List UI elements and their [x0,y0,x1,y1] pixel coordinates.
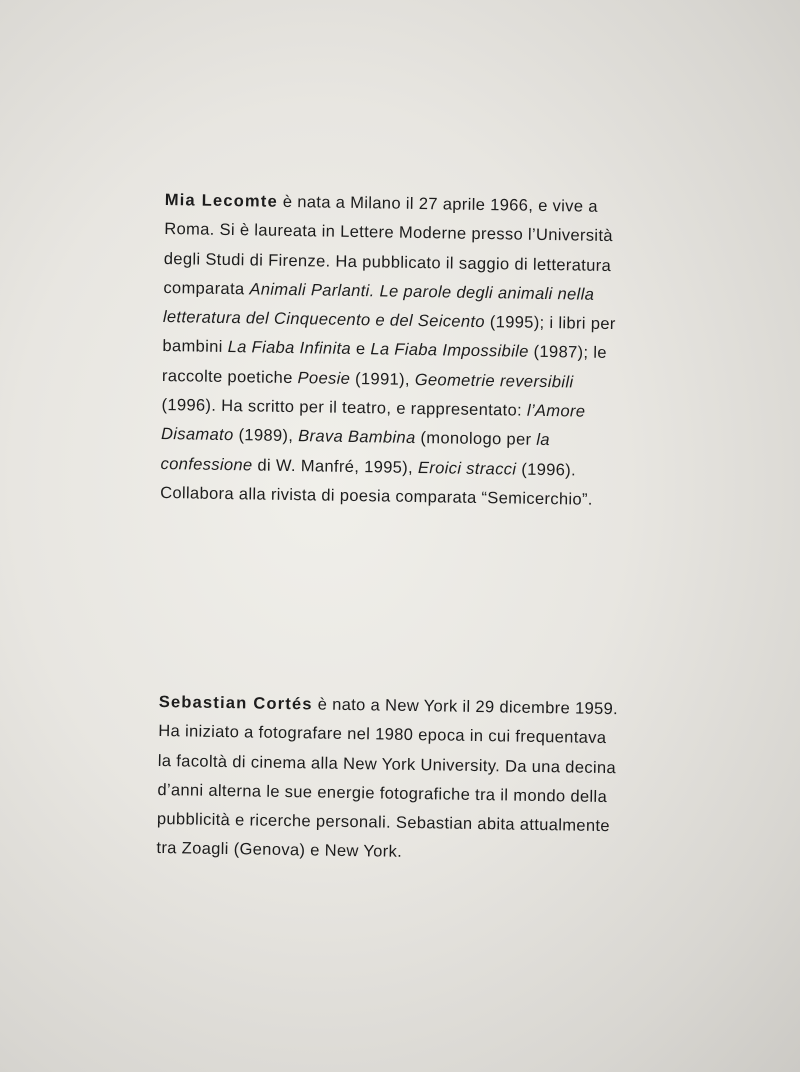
bio-text: è nata a Milano il 27 aprile 1966, e vive a Roma. Si è laureata in Lettere Moderne presso l’Università degli Studi di Firenze. Ha pubblicato il saggio di letteratura comparata [163,192,613,299]
bio-text: è nato a New York il 29 dicembre 1959. Ha iniziato a fotografare nel 1980 epoca in cui frequentava la facoltà di cinema alla New York University. Da una decina d’anni alterna le sue energie fotografiche tra il mondo della pubblicità e ricerche personali. Sebastian abita attualmente tra Zoagli (Genova) e New York. [156,695,619,862]
bio-text: (1996). Ha scritto per il teatro, e rappresentato: [161,396,528,420]
play-title-eroici-stracci: Eroici stracci [417,458,517,479]
book-title-animali-parlanti: Animali Parlanti. Le parole degli animali nella letteratura del Cinquecento e del Seicento [162,280,595,332]
bio-text: (1989), [233,426,299,446]
bio-text: (1995); i libri per bambini [162,313,616,357]
bio-text: di W. Manfré, 1995), [252,456,419,477]
author-name: Mia Lecomte [164,190,279,211]
book-title-fiaba-impossibile: La Fiaba Impossibile [370,340,529,362]
book-title-poesie: Poesie [297,368,351,388]
play-title-la-confessione: la confessione [160,431,551,475]
bio-text: (1991), [350,369,415,389]
play-title-brava-bambina: Brava Bambina [298,427,416,448]
book-title-fiaba-infinita: La Fiaba Infinita [227,338,352,359]
bio-text: (1987); le raccolte poetiche [161,343,607,387]
bio-text: (1996). Collabora alla rivista di poesia comparata “Semicerchio”. [160,460,593,509]
biography-sebastian-cortes [156,688,619,871]
book-title-geometrie-reversibili: Geometrie reversibili [414,370,574,392]
author-name: Sebastian Cortés [158,692,313,714]
bio-text: e [350,340,371,359]
play-title-amore-disamato: l’Amore Disamato [160,401,586,445]
biography-mia-lecomte [160,186,620,515]
bio-text: (monologo per [415,429,537,450]
